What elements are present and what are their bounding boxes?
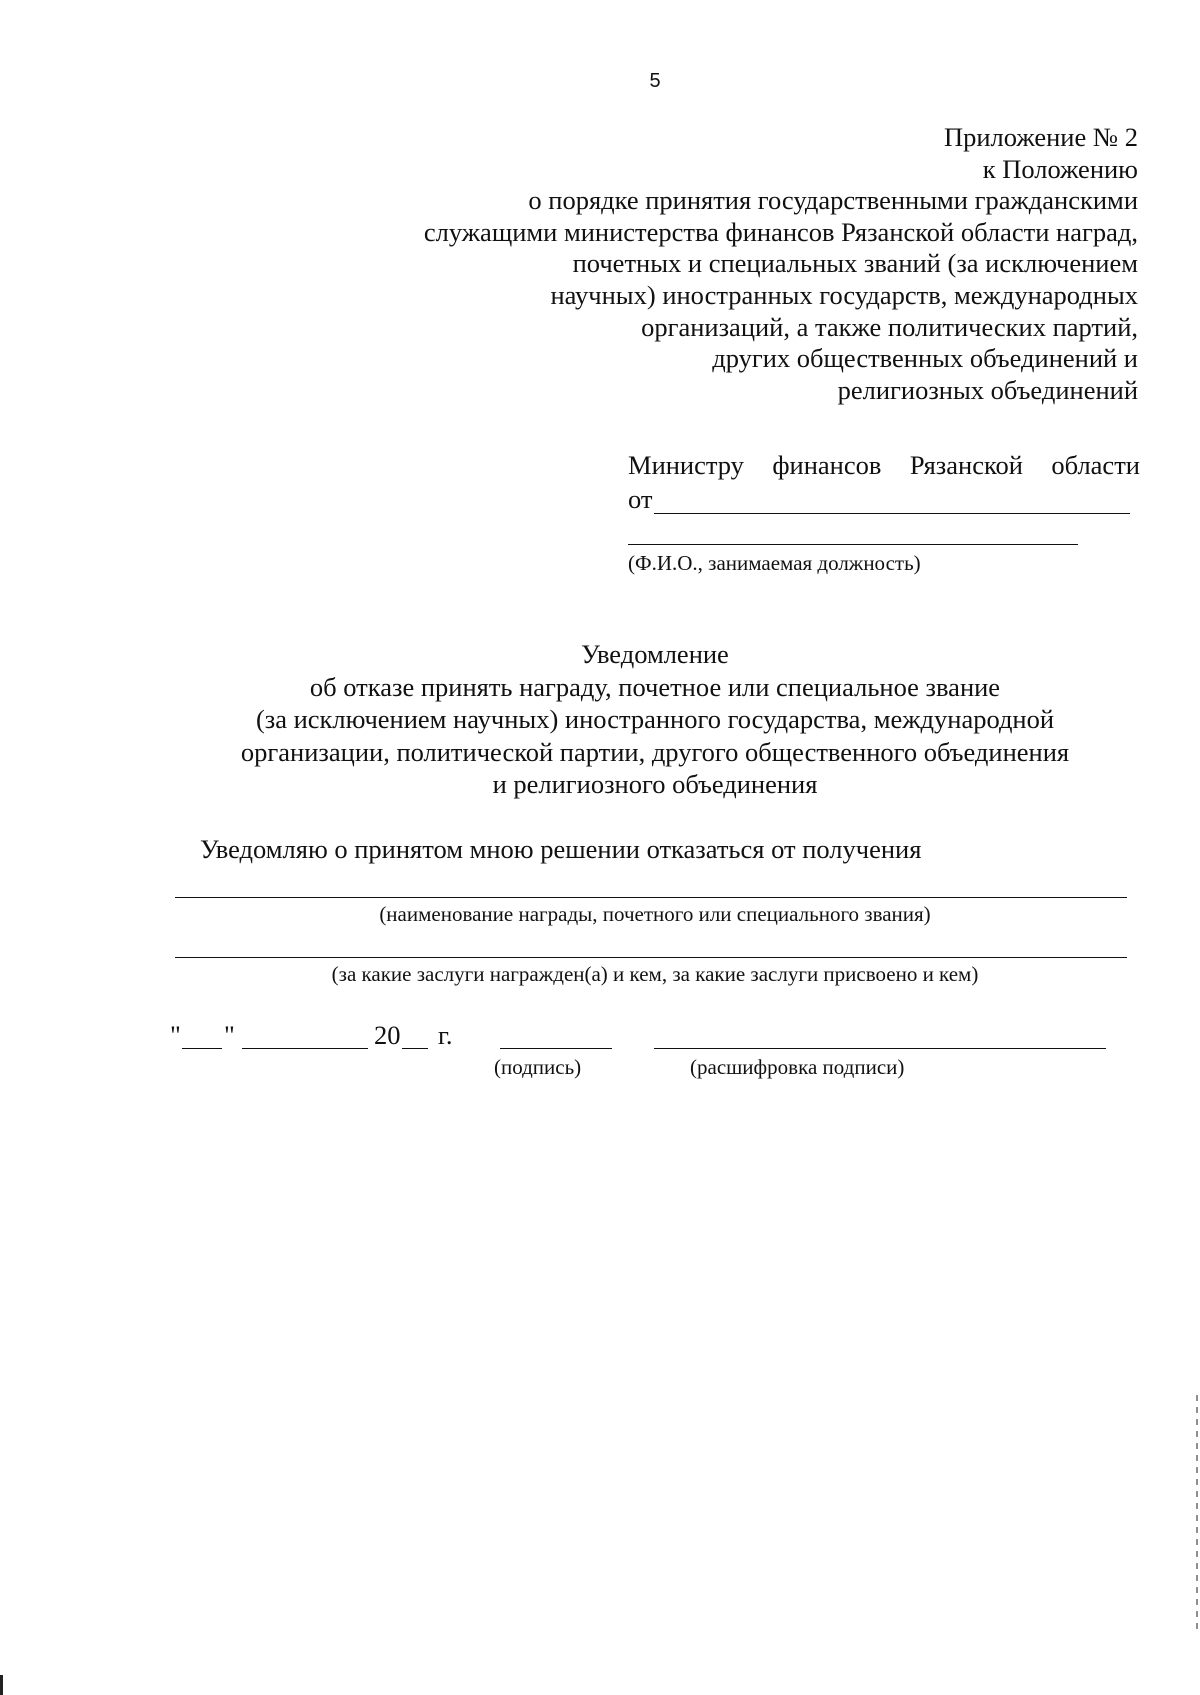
from-row <box>628 484 1140 514</box>
addressee-word: области <box>1051 450 1140 480</box>
from-hint: (Ф.И.О., занимаемая должность) <box>628 551 921 575</box>
year-prefix: 20 <box>374 1020 401 1050</box>
award-name-hint: (наименование награды, почетного или специального звания) <box>379 902 931 926</box>
addressee-word: Министру <box>628 450 744 480</box>
appendix-line: других общественных объединений и <box>712 343 1138 374</box>
appendix-line: к Положению <box>982 153 1138 184</box>
appendix-line: религиозных объединений <box>837 374 1138 405</box>
signature-decoding-field[interactable] <box>654 1048 1106 1049</box>
signature-hint: (подпись) <box>494 1055 582 1079</box>
notice-title-line: об отказе принять награду, почетное или специальное звание <box>309 671 1001 702</box>
appendix-line: научных) иностранных государств, международных <box>550 279 1138 310</box>
addressee-minister <box>628 450 1140 480</box>
statement-text: Уведомляю о принятом мною решении отказаться от получения <box>200 834 922 864</box>
appendix-line: Приложение № 2 <box>943 122 1138 152</box>
from-name-field[interactable] <box>654 491 1130 514</box>
month-field[interactable] <box>242 1048 368 1049</box>
from-position-field[interactable] <box>628 544 1078 545</box>
scan-edge-mark <box>1196 1395 1198 1635</box>
decoding-hint: (расшифровка подписи) <box>690 1055 905 1079</box>
notice-heading: Уведомление <box>581 639 729 669</box>
appendix-line: организаций, а также политических партий, <box>641 311 1138 342</box>
appendix-line: почетных и специальных званий (за исключением <box>572 248 1138 279</box>
appendix-line: служащими министерства финансов Рязанской области наград, <box>423 216 1138 247</box>
day-field[interactable] <box>182 1048 222 1049</box>
notice-title-line: организации, политической партии, другого общественного объединения <box>240 736 1070 767</box>
appendix-header <box>338 122 1138 406</box>
merit-hint: (за какие заслуги награжден(а) и кем, за какие заслуги присвоено и кем) <box>331 962 979 986</box>
notice-title-line: и религиозного объединения <box>492 769 818 799</box>
award-name-field[interactable] <box>175 897 1127 898</box>
addressee-block <box>628 450 1140 576</box>
appendix-line: о порядке принятия государственными гражданскими <box>528 185 1138 216</box>
from-label: от <box>628 484 653 514</box>
year-suffix: г. <box>438 1020 453 1050</box>
page-number: 5 <box>649 70 661 92</box>
notice-title-line: (за исключением научных) иностранного государства, международной <box>255 704 1055 734</box>
addressee-word: финансов <box>772 450 882 480</box>
addressee-word: Рязанской <box>909 450 1023 480</box>
merit-field[interactable] <box>175 957 1127 958</box>
notice-title <box>0 638 1200 801</box>
quote-open: " <box>170 1020 181 1050</box>
scan-corner-mark <box>0 1675 3 1695</box>
quote-close: " <box>224 1020 235 1050</box>
year-field[interactable] <box>402 1048 428 1049</box>
signature-field[interactable] <box>500 1048 612 1049</box>
